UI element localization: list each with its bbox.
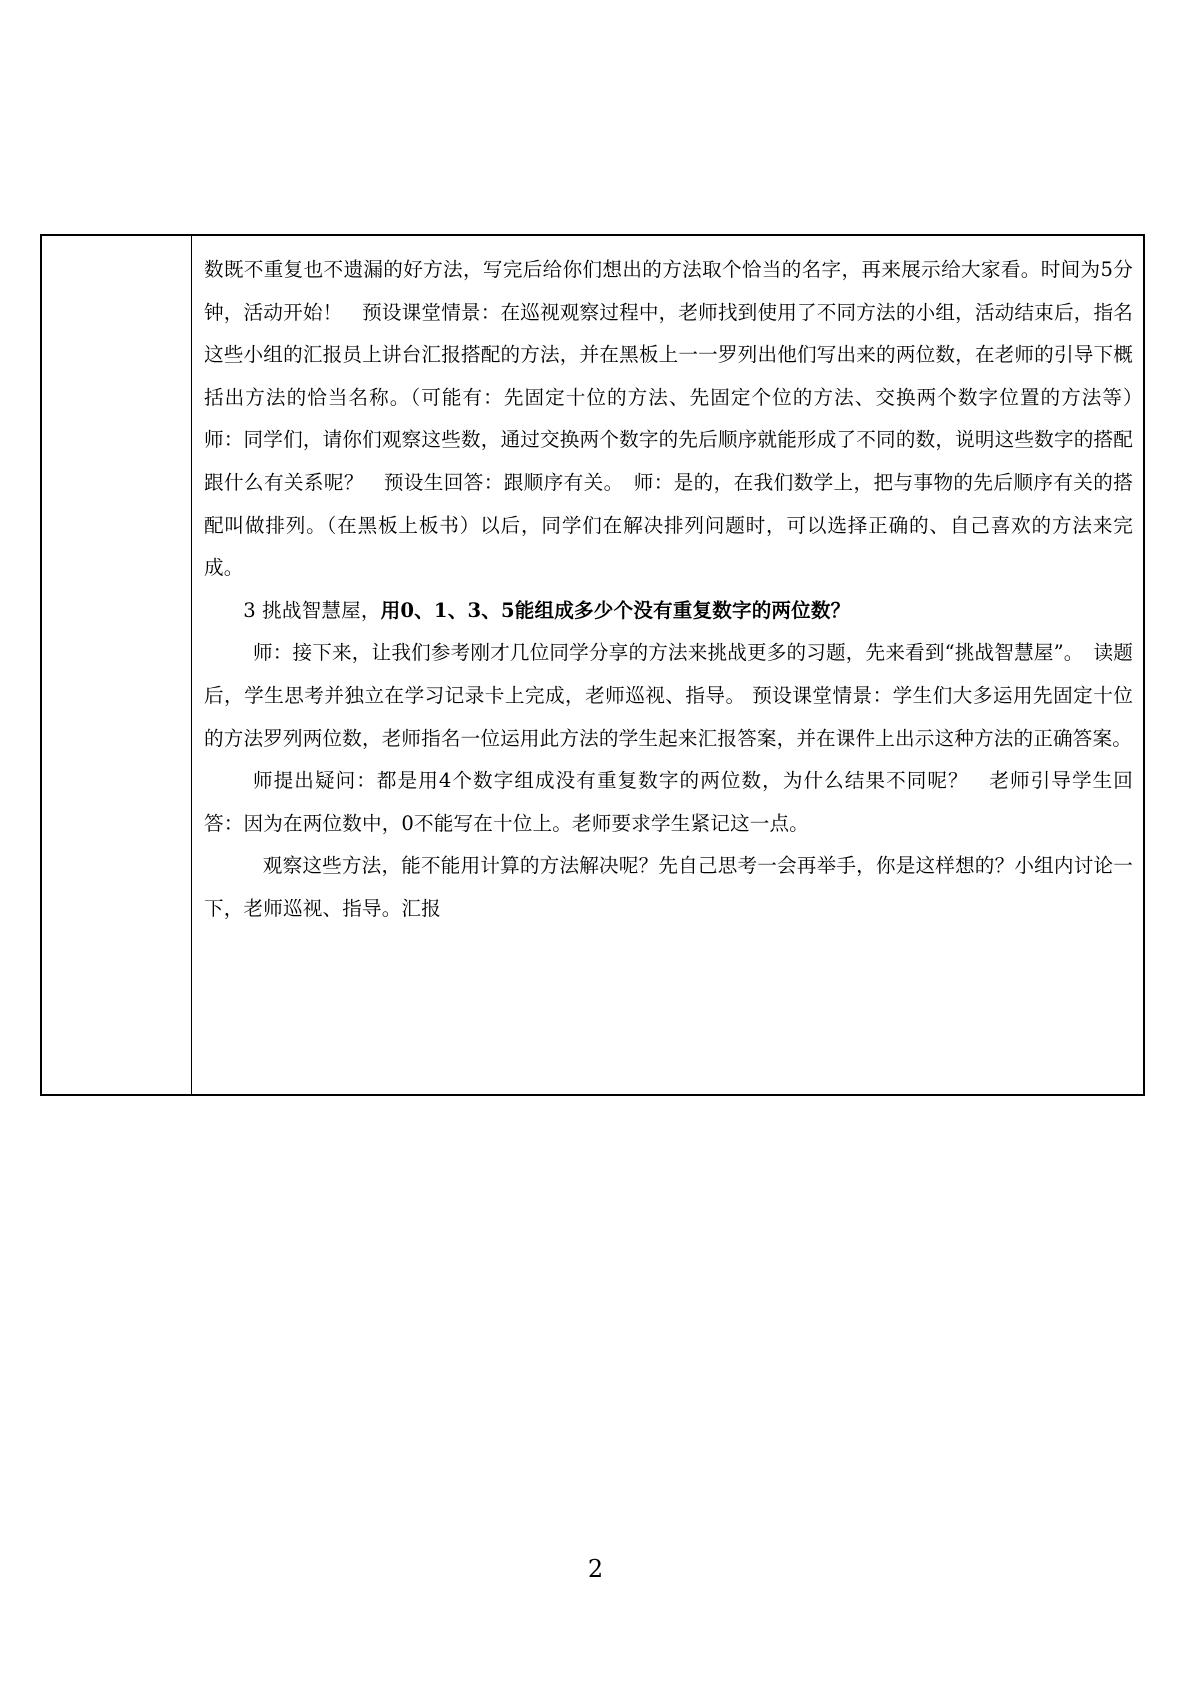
paragraph-activity-description: 数既不重复也不遗漏的好方法，写完后给你们想出的方法取个恰当的名字，再来展示给大家看。时间为5分钟，活动开始！ 预设课堂情景：在巡视观察过程中，老师找到使用了不同方法的小组，活动结束后，指名这些小组的汇报员上讲台汇报搭配的方法，并在黑板上一一罗列出他们写出来的两位数，在老师的引导下概括出方法的恰当名称。（可能有：先固定十位的方法、先固定个位的方法、交换两个数字位置的方法等） 师：同学们，请你们观察这些数，通过交换两个数字的先后顺序就能形成了不同的数，说明这些数字的搭配跟什么有关系呢？ 预设生回答：跟顺序有关。 师：是的，在我们数学上，把与事物的先后顺序有关的搭配叫做排列。（在黑板上板书）以后，同学们在解决排列问题时，可以选择正确的、自己喜欢的方法来完成。 — [204, 258, 1153, 580]
table-left-cell — [42, 236, 192, 1094]
challenge-heading: 3 挑战智慧屋， — [243, 598, 381, 622]
page-number: 2 — [587, 1555, 604, 1583]
lesson-plan-table — [40, 234, 1153, 1096]
paragraph-teacher-instruction: 师：接下来，让我们参考刚才几位同学分享的方法来挑战更多的习题，先来看到“挑战智慧屋”。 读题后，学生思考并独立在学习记录卡上完成，老师巡视、指导。 预设课堂情景：学生们大多运用先固定十位的方法罗列两位数，老师指名一位运用此方法的学生起来汇报答案，并在课件上出示这种方法的正确答案。 — [204, 641, 1133, 750]
paragraph-challenge-question — [204, 590, 1133, 633]
paragraph-teacher-question: 师提出疑问：都是用4个数字组成没有重复数字的两位数，为什么结果不同呢？ 老师引导学生回答：因为在两位数中，0不能写在十位上。老师要求学生紧记这一点。 — [204, 769, 1133, 835]
paragraph-observe-methods: 观察这些方法，能不能用计算的方法解决呢？先自己思考一会再举手，你是这样想的？小组内讨论一下，老师巡视、指导。汇报 — [204, 854, 1133, 920]
table-content-cell — [192, 236, 1153, 1094]
challenge-question-text: 用0、1、3、5能组成多少个没有重复数字的两位数？ — [380, 598, 851, 622]
